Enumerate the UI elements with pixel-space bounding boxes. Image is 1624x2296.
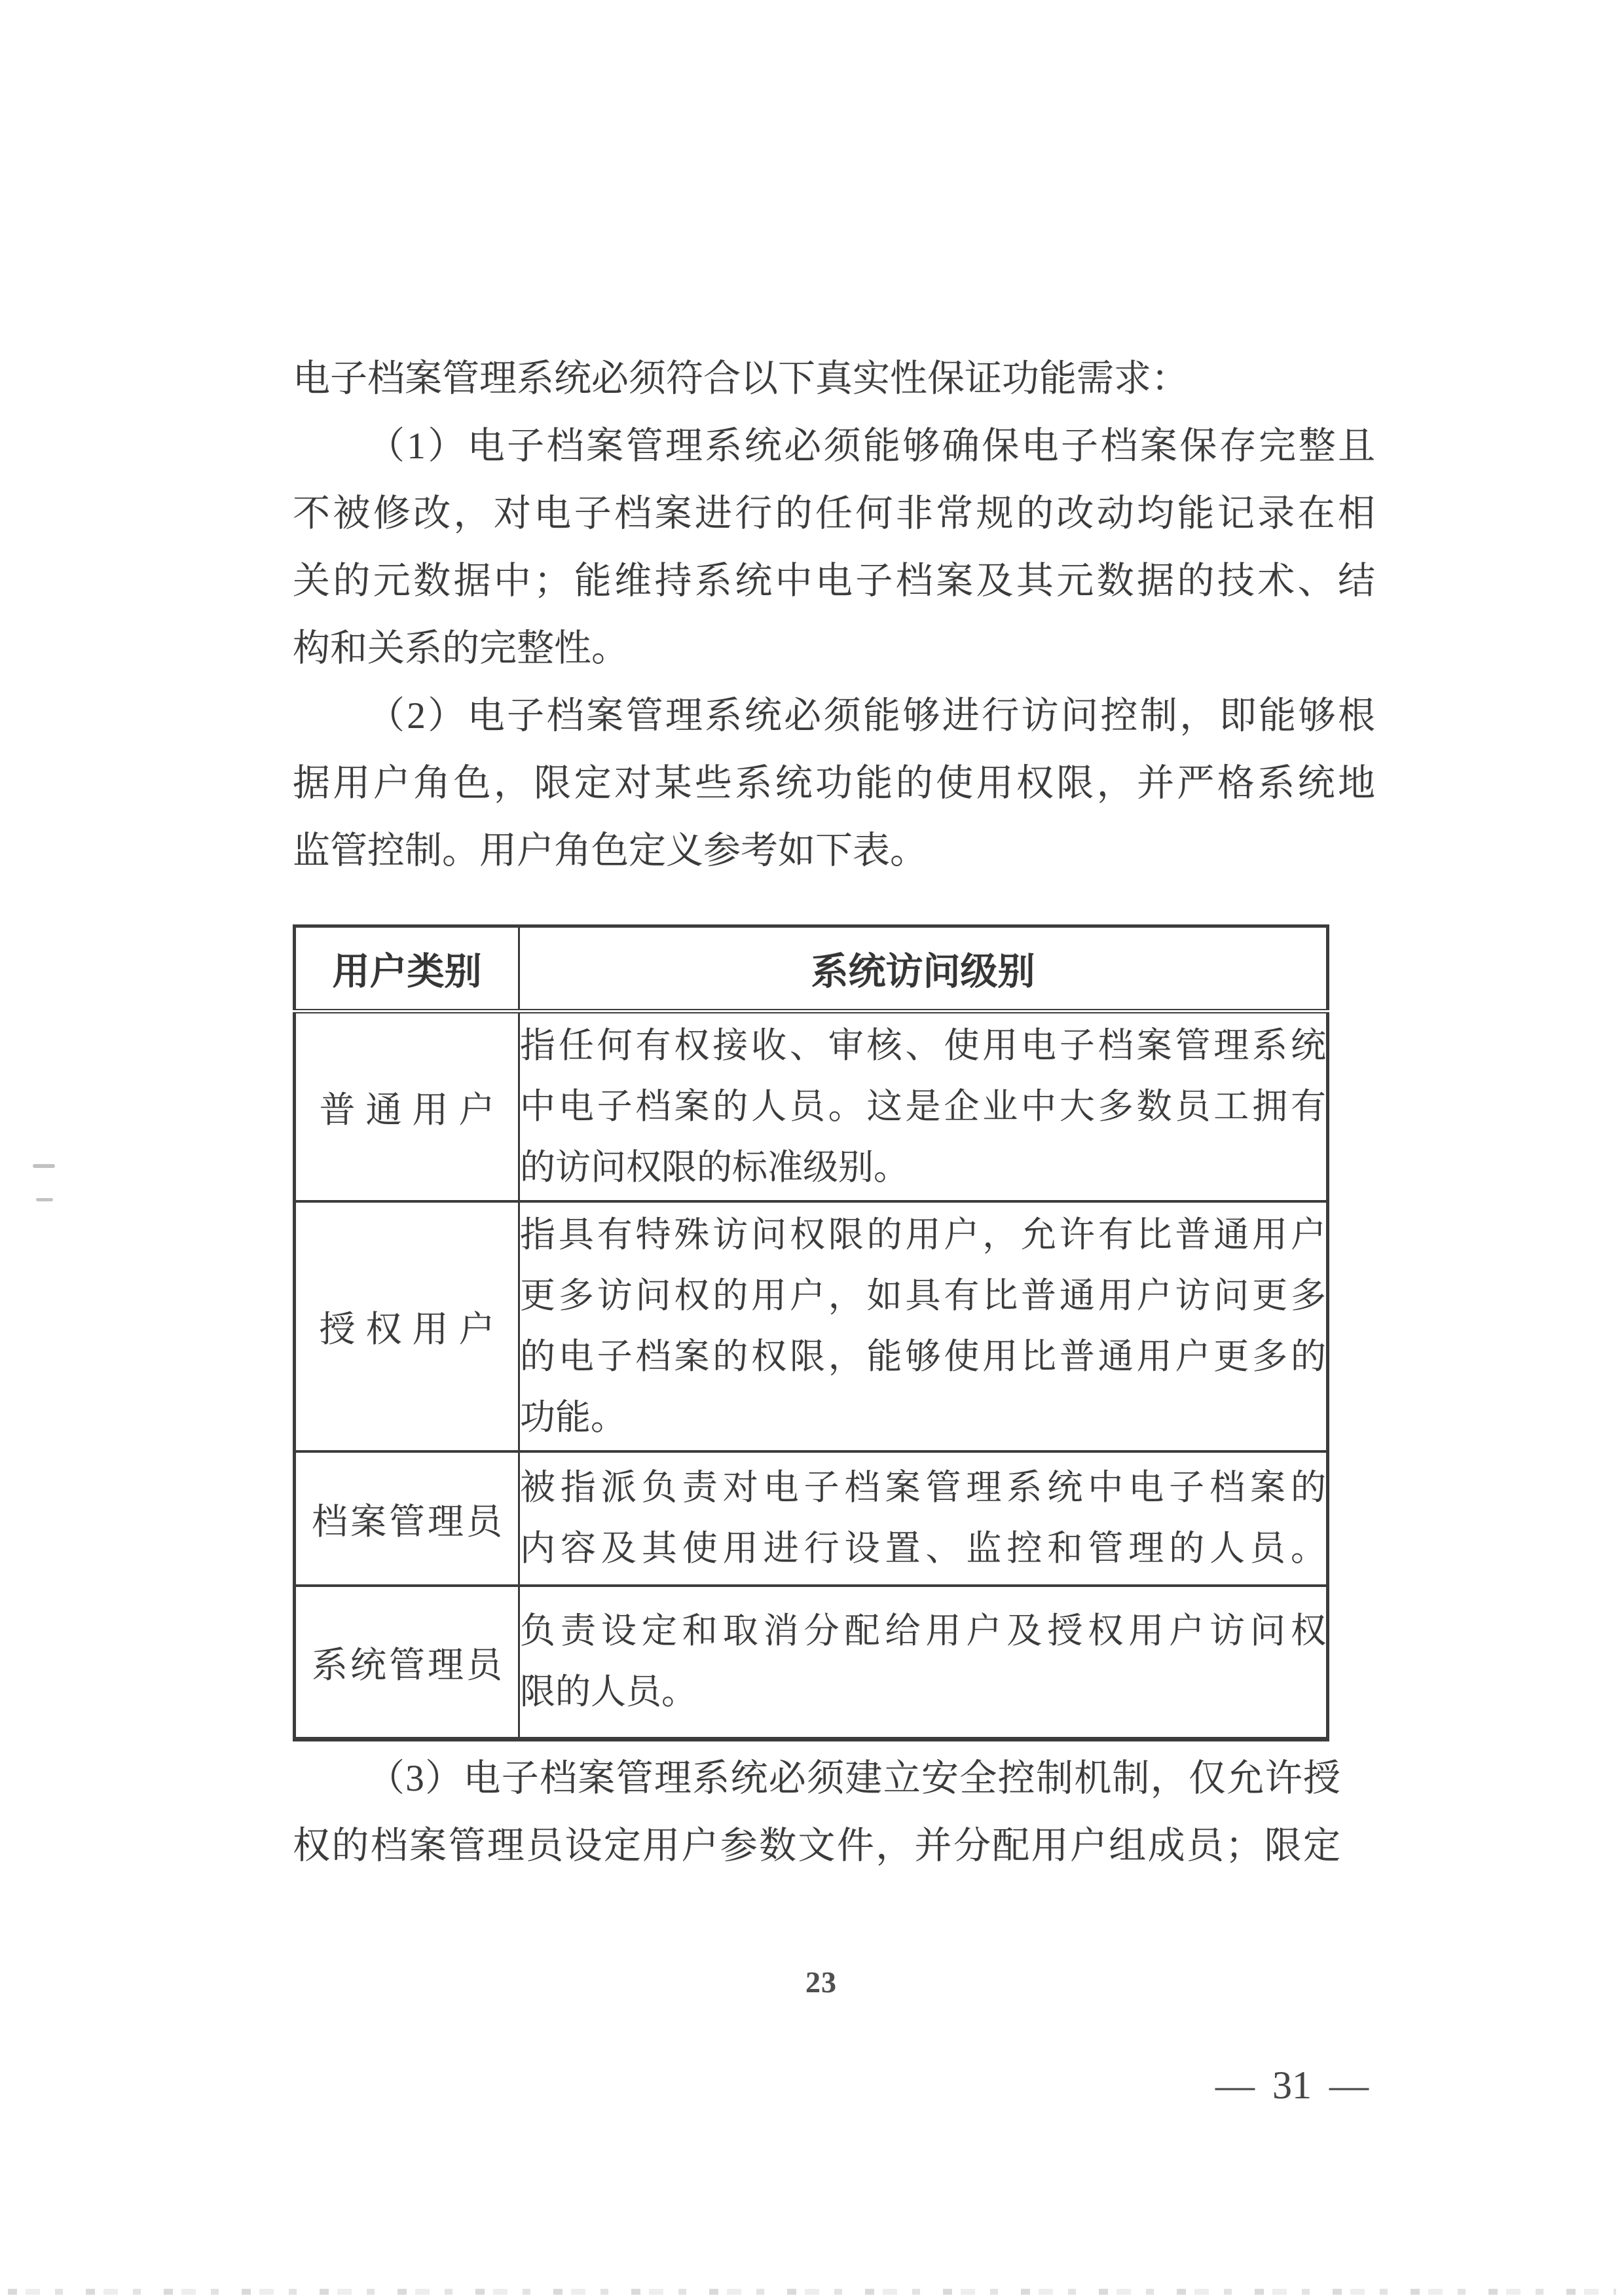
paragraph-intro	[293, 345, 1375, 412]
cell-description	[519, 1011, 1328, 1201]
table-row-authorized-user	[295, 1201, 1328, 1451]
paragraph-1	[293, 412, 1375, 682]
text-line: 限的人员。	[520, 1672, 697, 1712]
scan-speck	[36, 1198, 53, 1201]
text-line: 的访问权限的标准级别。	[520, 1147, 909, 1187]
text-line: 指具有特殊访问权限的用户，允许有比普通用户	[520, 1214, 1326, 1254]
text-line: （1）电子档案管理系统必须能够确保电子档案保存完整且	[367, 426, 1375, 467]
cell-category: 档案管理员	[295, 1451, 519, 1586]
text-line: 权的档案管理员设定用户参数文件，并分配用户组成员；限定	[293, 1825, 1340, 1867]
cell-description	[519, 1201, 1328, 1451]
text-line: 关的元数据中；能维持系统中电子档案及其元数据的技术、结	[293, 560, 1375, 602]
table-header-row	[295, 926, 1328, 1011]
text-line: 电子档案管理系统必须符合以下真实性保证功能需求：	[293, 358, 1189, 399]
text-line: 更多访问权的用户，如具有比普通用户访问更多	[520, 1275, 1326, 1315]
table-row-system-administrator	[295, 1586, 1328, 1740]
text-line: 功能。	[520, 1397, 626, 1437]
table-row-archive-administrator	[295, 1451, 1328, 1586]
cell-category: 授权用户	[295, 1201, 519, 1451]
text-line: 构和关系的完整性。	[293, 628, 629, 669]
paragraph-3	[293, 1745, 1340, 1880]
inner-page-number: 23	[805, 1965, 837, 1999]
page-number: — 31 —	[1215, 2064, 1369, 2107]
text-line: 内容及其使用进行设置、监控和管理的人员。	[520, 1529, 1326, 1568]
cell-category: 普通用户	[295, 1011, 519, 1201]
text-line: 被指派负责对电子档案管理系统中电子档案的	[520, 1468, 1326, 1507]
text-line: 的电子档案的权限，能够使用比普通用户更多的	[520, 1336, 1326, 1376]
scan-edge-noise	[8, 2289, 1616, 2295]
text-line: 中电子档案的人员。这是企业中大多数员工拥有	[520, 1086, 1326, 1126]
text-line: 据用户角色，限定对某些系统功能的使用权限，并严格系统地	[293, 763, 1375, 804]
cell-description	[519, 1586, 1328, 1740]
header-system-access-level: 系统访问级别	[519, 926, 1328, 1011]
text-line: 不被修改，对电子档案进行的任何非常规的改动均能记录在相	[293, 493, 1375, 534]
cell-description	[519, 1451, 1328, 1586]
text-line: （2）电子档案管理系统必须能够进行访问控制，即能够根	[367, 695, 1375, 737]
user-roles-table	[293, 924, 1329, 1741]
paragraph-3-block	[293, 1745, 1340, 1880]
text-line: 监管控制。用户角色定义参考如下表。	[293, 830, 927, 871]
header-user-category: 用户类别	[295, 926, 519, 1011]
paragraph-2	[293, 682, 1375, 884]
cell-category: 系统管理员	[295, 1586, 519, 1740]
scan-speck	[33, 1164, 55, 1168]
text-line: 指任何有权接收、审核、使用电子档案管理系统	[520, 1025, 1326, 1065]
text-line: 负责设定和取消分配给用户及授权用户访问权	[520, 1611, 1326, 1651]
text-line: （3）电子档案管理系统必须建立安全控制机制，仅允许授	[367, 1758, 1340, 1799]
table-row-ordinary-user	[295, 1011, 1328, 1201]
body-text-block	[293, 345, 1375, 884]
